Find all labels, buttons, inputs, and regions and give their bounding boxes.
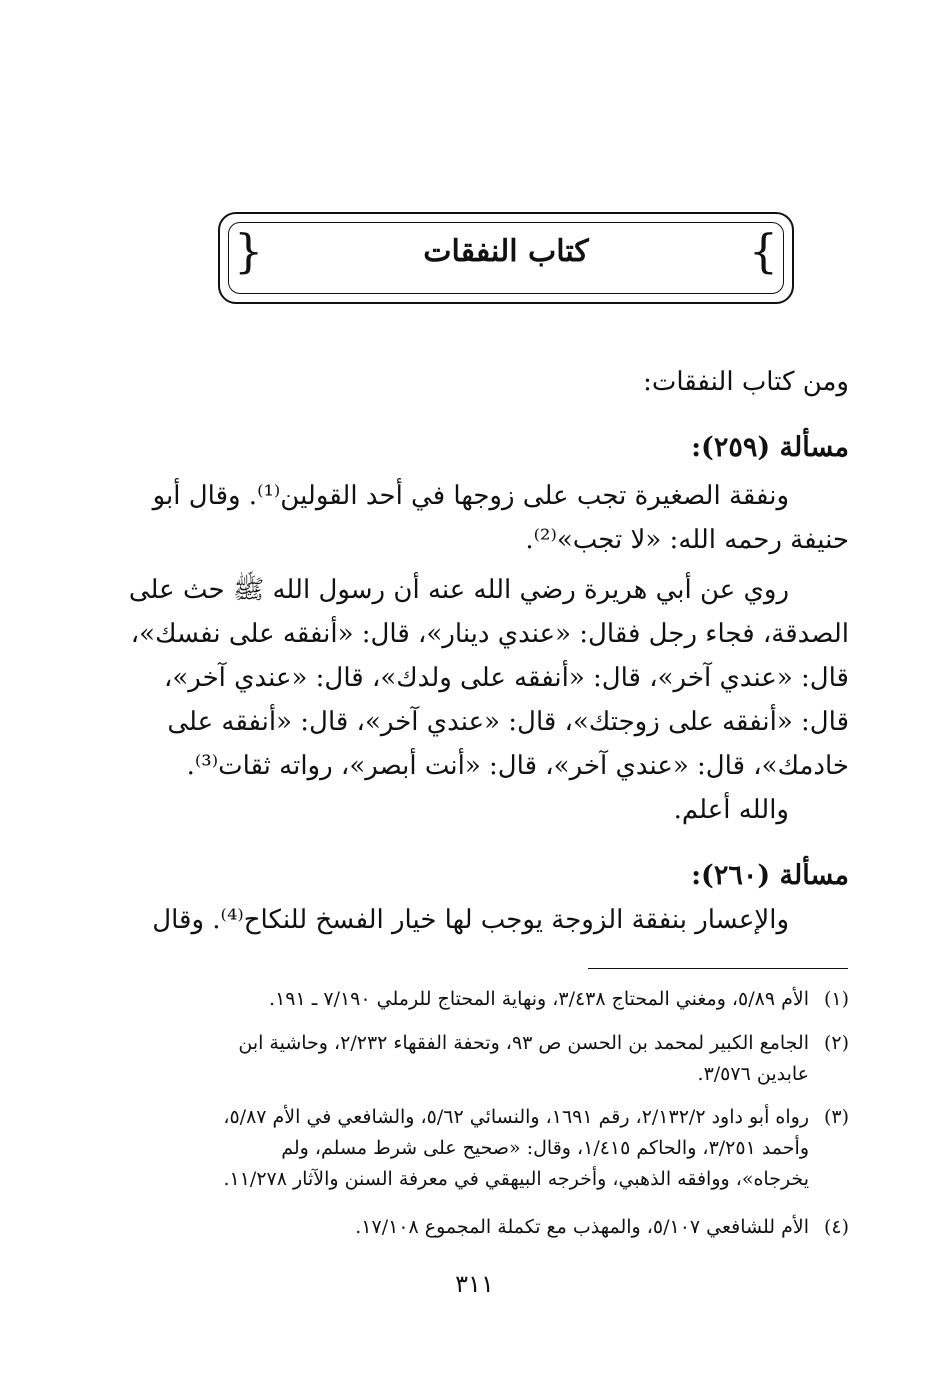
footnote-3 bbox=[159, 1102, 849, 1195]
title-frame bbox=[218, 212, 794, 304]
footnote-1 bbox=[159, 984, 849, 1015]
intro-line: ومن كتاب النفقات: bbox=[643, 367, 849, 397]
body-line: ونفقة الصغيرة تجب على زوجها في أحد القولين⁽¹⁾. وقال أبو bbox=[152, 481, 789, 511]
body-line: قال: «أنفقه على زوجتك»، قال: «عندي آخر»، قال: «أنفقه على bbox=[167, 707, 849, 737]
footnote-4 bbox=[159, 1212, 849, 1243]
footnote-text: عابدين ٣/٥٧٦. bbox=[697, 1063, 809, 1085]
issue-259-body bbox=[128, 474, 849, 832]
footnote-text: وأحمد ٣/٢٥١، والحاكم ١/٤١٥، وقال: «صحيح على شرط مسلم، ولم bbox=[281, 1137, 809, 1159]
body-line: والله أعلم. bbox=[673, 795, 789, 825]
footnote-number: (٤) bbox=[823, 1216, 849, 1238]
body-line: الصدقة، فجاء رجل فقال: «عندي دينار»، قال: «أنفقه على نفسك»، bbox=[130, 619, 849, 649]
body-line: والإعسار بنفقة الزوجة يوجب لها خيار الفسخ للنكاح⁽⁴⁾. وقال bbox=[152, 905, 789, 935]
body-line: خادمك»، قال: «عندي آخر»، قال: «أنت أبصر»، رواته ثقات⁽³⁾. bbox=[186, 751, 849, 781]
issue-260-body bbox=[152, 898, 849, 942]
frame-bracket-left: { bbox=[234, 224, 264, 278]
footnote-number: (٣) bbox=[823, 1106, 849, 1128]
body-line: روي عن أبي هريرة رضي الله عنه أن رسول الله ﷺ حث على bbox=[128, 575, 789, 605]
issue-259-heading: مسألة (٢٥٩): bbox=[691, 432, 849, 463]
footnote-text: الأم للشافعي ٥/١٠٧، والمهذب مع تكملة المجموع ١٧/١٠٨. bbox=[355, 1216, 809, 1238]
footnote-separator bbox=[588, 968, 848, 969]
frame-bracket-right: } bbox=[748, 224, 778, 278]
footnote-text: الجامع الكبير لمحمد بن الحسن ص ٩٣، وتحفة الفقهاء ٢/٢٣٢، وحاشية ابن bbox=[238, 1032, 809, 1054]
body-line: قال: «عندي آخر»، قال: «أنفقه على ولدك»، قال: «عندي آخر»، bbox=[163, 663, 849, 693]
footnote-number: (٢) bbox=[823, 1032, 849, 1054]
footnote-text: يخرجاه»، ووافقه الذهبي، وأخرجه البيهقي في معرفة السنن والآثار ١١/٢٧٨. bbox=[223, 1168, 809, 1190]
page-number: ٣١١ bbox=[455, 1270, 494, 1298]
footnote-number: (١) bbox=[823, 988, 849, 1010]
footnote-text: رواه أبو داود ٢/١٣٢/٢، رقم ١٦٩١، والنسائي ٥/٦٢، والشافعي في الأم ٥/٨٧، bbox=[223, 1106, 809, 1128]
chapter-title: كتاب النفقات bbox=[423, 234, 589, 269]
footnote-2 bbox=[159, 1028, 849, 1090]
issue-260-heading: مسألة (٢٦٠): bbox=[691, 860, 849, 891]
body-line: حنيفة رحمه الله: «لا تجب»⁽²⁾. bbox=[525, 525, 849, 555]
footnote-text: الأم ٥/٨٩، ومغني المحتاج ٣/٤٣٨، ونهاية المحتاج للرملي ٧/١٩٠ ـ ١٩١. bbox=[269, 988, 809, 1010]
